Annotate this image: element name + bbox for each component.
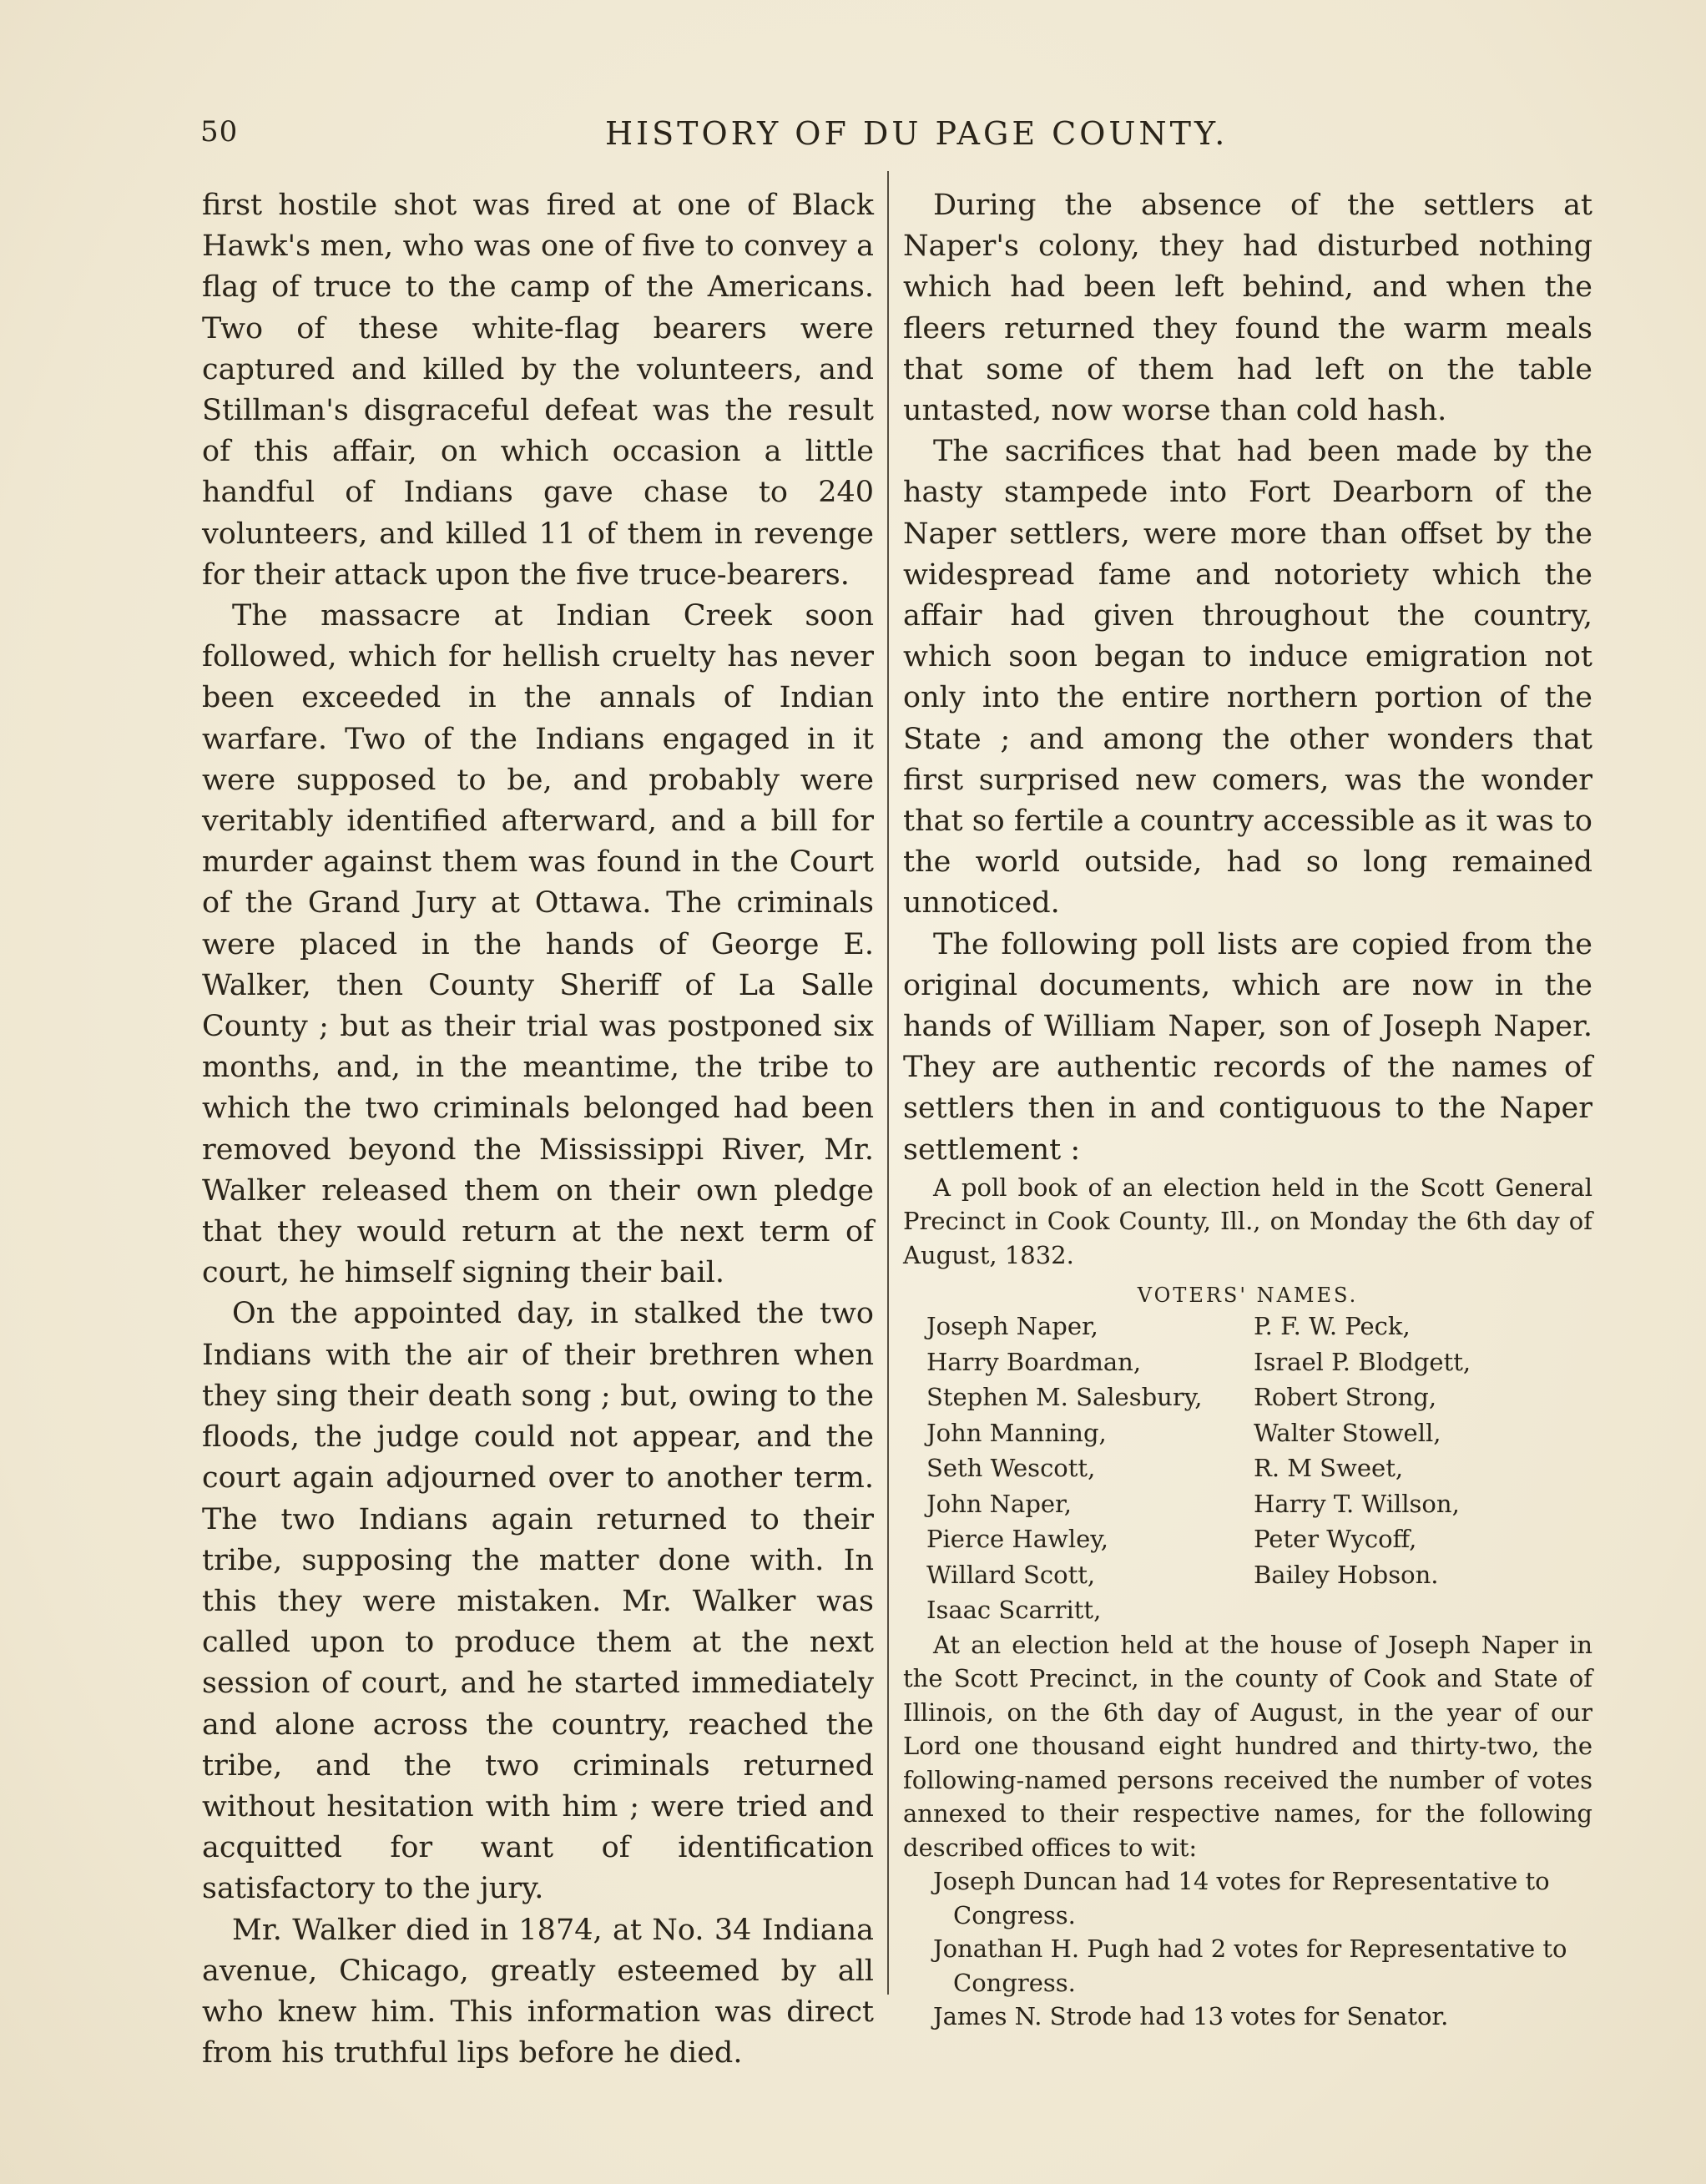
- voter-name: R. M Sweet,: [1254, 1454, 1404, 1483]
- voter-name: Israel P. Blodgett,: [1254, 1347, 1471, 1376]
- paragraph: The following poll lists are copied from the original documents, which are now in the hands of William Naper, son of Joseph Naper. They are authentic records of the names of settlers then in and contiguous to the Naper settlement :: [903, 927, 1592, 1167]
- voter-name: Robert Strong,: [1254, 1383, 1437, 1412]
- voter-name: Bailey Hobson.: [1254, 1560, 1439, 1589]
- paragraph: The sacrifices that had been made by the hasty stampede into Fort Dearborn of the Naper settlers, were more than offset by the widespread fame and notoriety which the affair had given throughout the country, which soon began to induce emigration not only into the entire northern portion of the State ; and among the other wonders that first surprised new comers, was the wonder that so fertile a country accessible as it was to the world outside, had so long remained unnoticed.: [903, 435, 1592, 921]
- paragraph: first hostile shot was fired at one of Black Hawk's men, who was one of five to convey a flag of truce to the camp of the Americans. Two of these white-flag bearers were captured and killed by the volunteers, and Stillman's disgraceful defeat was the result of this affair, on which occasion a little handful of Indians gave chase to 240 volunteers, and killed 11 of them in revenge for their attack upon the five truce-bearers.: [202, 189, 874, 592]
- vote-result: [903, 2000, 1592, 2034]
- voters-list-right: [1254, 1309, 1571, 1628]
- voter-name: Peter Wycoff,: [1254, 1525, 1417, 1554]
- vote-result: [903, 1864, 1592, 1932]
- voter-name: Walter Stowell,: [1254, 1418, 1441, 1447]
- voter-name: P. F. W. Peck,: [1254, 1312, 1411, 1341]
- voter-name: Joseph Naper,: [926, 1312, 1098, 1341]
- vote-result-text: James N. Strode had 13 votes for Senator.: [933, 2002, 1449, 2031]
- right-column: [903, 185, 1592, 2034]
- left-column: [202, 185, 874, 2074]
- vote-result: [903, 1932, 1592, 2000]
- voter-name: Harry Boardman,: [926, 1347, 1142, 1376]
- paragraph: The massacre at Indian Creek soon followed, which for hellish cruelty has never been exceeded in the annals of Indian warfare. Two of the Indians engaged in it were supposed to be, and probably were veritably identified afterward, and a bill for murder against them was found in the Court of the Grand Jury at Ottawa. The criminals were placed in the hands of George E. Walker, then County Sheriff of La Salle County ; but as their trial was postponed six months, and, in the meantime, the tribe to which the two criminals belonged had been removed beyond the Mississippi River, Mr. Walker released them on their own pledge that they would return at the next term of court, he himself signing their bail.: [202, 599, 874, 1290]
- page-header: [200, 115, 1594, 157]
- voters-list-left: [926, 1309, 1254, 1628]
- paragraph: During the absence of the settlers at Naper's colony, they had disturbed nothing which had been left behind, and when the fleers returned they found the warm meals that some of them had left on the table untasted, now worse than cold hash.: [903, 189, 1592, 428]
- election-text: At an election held at the house of Joseph Naper in the Scott Precinct, in the county of Cook and State of Illinois, on the 6th day of August, in the year of our Lord one thousand eight hundred and thirty-two, the following-named persons received the number of votes annexed to their respective names, for the following described offices to wit:: [903, 1630, 1592, 1862]
- running-title: HISTORY OF DU PAGE COUNTY.: [605, 115, 1229, 152]
- paragraph: Mr. Walker died in 1874, at No. 34 Indiana avenue, Chicago, greatly esteemed by all who knew him. This information was direct from his truthful lips before he died.: [202, 1913, 874, 2071]
- voters-list: [926, 1309, 1592, 1628]
- voters-heading: VOTERS' NAMES.: [1137, 1284, 1359, 1308]
- vote-result-text: Joseph Duncan had 14 votes for Representative to Congress.: [933, 1867, 1550, 1929]
- voter-name: Seth Wescott,: [926, 1454, 1096, 1483]
- voter-name: Harry T. Willson,: [1254, 1489, 1460, 1518]
- voter-name: Isaac Scarritt,: [926, 1596, 1102, 1625]
- vote-result-text: Jonathan H. Pugh had 2 votes for Representative to Congress.: [933, 1934, 1567, 1997]
- voter-name: Pierce Hawley,: [926, 1525, 1109, 1554]
- voter-name: John Naper,: [926, 1489, 1072, 1518]
- voter-name: Willard Scott,: [926, 1560, 1096, 1589]
- voter-name: Stephen M. Salesbury,: [926, 1383, 1203, 1412]
- paragraph: On the appointed day, in stalked the two Indians with the air of their brethren when they sing their death song ; but, owing to the floods, the judge could not appear, and the court again adjourned over to another term. The two Indians again returned to their tribe, supposing the matter done with. In this they were mistaken. Mr. Walker was called upon to produce them at the next session of court, and he started immediately and alone across the country, reached the tribe, and the two criminals returned without hesitation with him ; were tried and acquitted for want of identification satisfactory to the jury.: [202, 1297, 874, 1906]
- poll-intro: A poll book of an election held in the Scott General Precinct in Cook County, Ill., on Monday the 6th day of August, 1832.: [903, 1173, 1592, 1269]
- voter-name: John Manning,: [926, 1418, 1107, 1447]
- column-divider: [887, 171, 889, 1995]
- page-number: 50: [200, 115, 239, 149]
